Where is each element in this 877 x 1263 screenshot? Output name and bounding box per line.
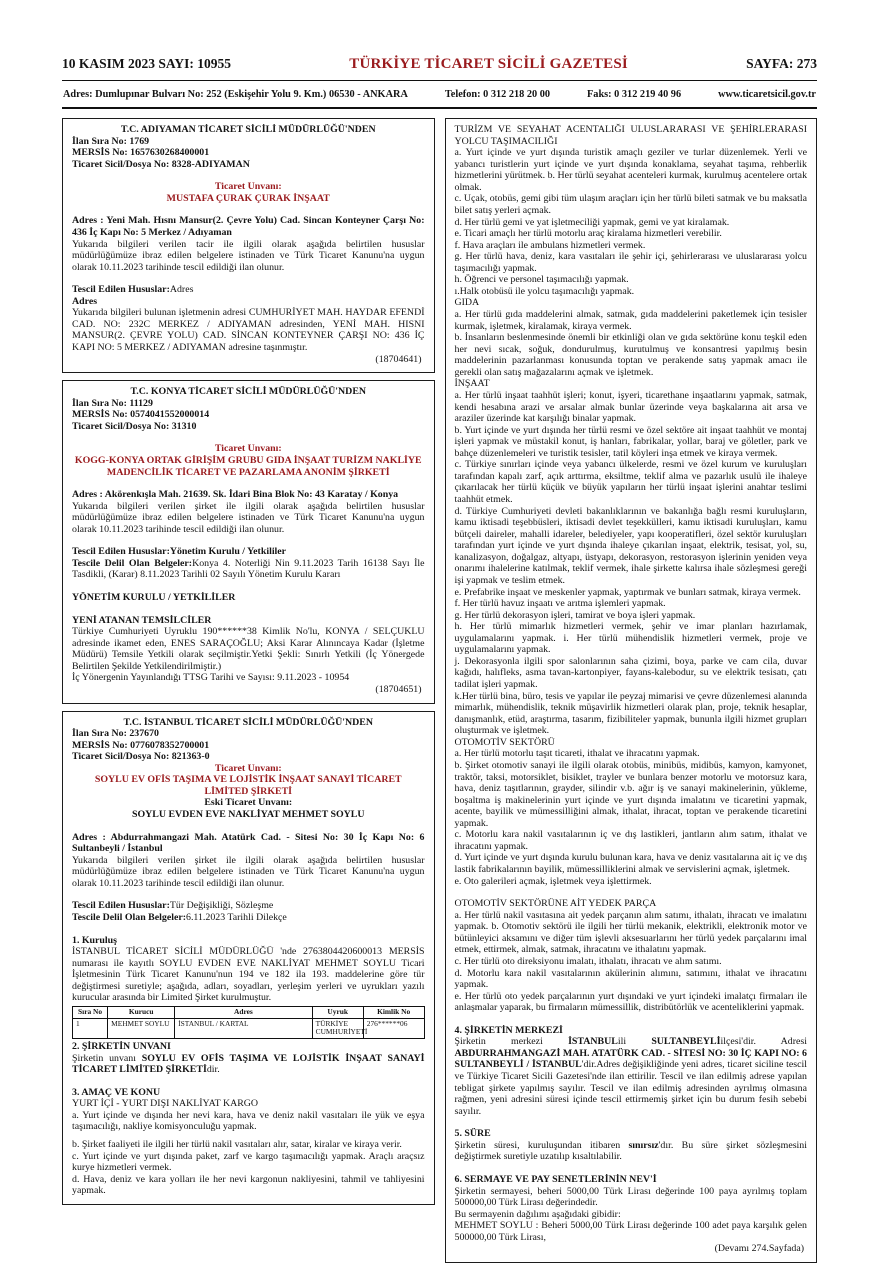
incorporation-paragraph: İSTANBUL TİCARET SİCİLİ MÜDÜRLÜĞÜ 'nde 2763804420600013 MERSİS numarası ile kayıtlı SOYLU EVDEN EVE NAKLİYAT MEHMET SOYLU Ticari İşletmesinin Türk Ticaret Kanunu'nun 194 ve 182 ila 193. maddelerine göre tür değiştirmesi suretiyle; aşağıda, adları, soyadları, yerleşim yerleri ve uyrukları yazılı kurucular arasında bir Limited Şirket kurulmuştur.	[72, 946, 425, 1004]
purpose-subheading: İNŞAAT	[454, 378, 490, 390]
article-heading: 1. Kuruluş	[72, 934, 118, 946]
paragraph: g. Her türlü dekorasyon işleri, tamirat ve boya işleri yapmak.	[454, 609, 696, 621]
article-heading: 3. AMAÇ VE KONU	[72, 1086, 161, 1098]
paragraph: a. Her türlü motorlu taşıt ticareti, ithalat ve ihracatını yapmak.	[454, 748, 700, 760]
table-cell: 276******06	[363, 1018, 424, 1038]
paragraph: c. Motorlu kara nakil vasıtalarının iç ve dış lastikleri, jantların alım satım, ithalat ve ihracatını yapmak.	[454, 829, 807, 852]
purpose-subheading: GIDA	[454, 297, 480, 309]
paragraph: a. Yurt içinde ve dışında her nevi kara, hava ve deniz nakil vasıtaları ile yük ve eşya taşımacılığı, nakliye komisyonculuğu yapmak.	[72, 1109, 425, 1133]
masthead-top-row	[62, 56, 817, 73]
table-row	[73, 1018, 425, 1038]
founders-table-header: Sıra No	[73, 1006, 108, 1018]
headquarters-paragraph: Şirketin merkezi İSTANBULili SULTANBEYLİilçesi'dir. Adresi ABDURRAHMANGAZİ MAH. ATATÜRK CAD. - SİTESİ NO: 30 İÇ KAPI NO: 6 SULTANBEYLİ / İSTANBUL'dir.Adres değişikliğinde yeni adres, ticaret siciline tescil ve Türkiye Ticaret Sicili Gazetesi'nde ilan ettirilir. Tescil ve ilan edilmiş adrese yapılan tebligat şirkete yapılmış sayılır. Tescil ve ilan edilmiş adresinden ayrılmış olmasına rağmen, yeni adresini süresi içinde tescil ettirmemiş şirket için bu durum fesih sebebi sayılır.	[454, 1036, 808, 1117]
paragraph: a. Her türlü nakil vasıtasına ait yedek parçanın alım satımı, ithalatı, ihracatı ve imalatını yapmak. b. Otomotiv sektörü ile ilgili her türlü mekanik, elektrikli, elektronik motor ve bütünleyici aksamını ve diğer tüm işlevli aksesuarlarını her türlü yedek parçalarını imal etmek, ettirmek, almak, satmak, ihracatını ve ithalatını yapmak.	[454, 909, 807, 956]
capital-paragraph: Şirketin sermayesi, beheri 5000,00 Türk Lirası değerinde 100 paya ayrılmış toplam 500000,00 Türk Lirası değerindedir.	[454, 1185, 807, 1209]
publisher-fax: Faks: 0 312 219 40 96	[587, 89, 682, 100]
paragraph: g. Her türlü hava, deniz, kara vasıtaları ile şehir içi, şehirlerarası ve uluslararası yolcu taşımacılığı yapmak.	[454, 251, 807, 274]
paragraph: c. Yurt içinde ve yurt dışında paket, zarf ve kargo taşımacılığı yapmak. Araçlı araçsız kurye hizmetleri vermek.	[72, 1150, 425, 1174]
notice-istanbul	[62, 711, 435, 1205]
paragraph: h. Öğrenci ve personel taşımacılığı yapmak.	[454, 274, 629, 286]
registration-statement: Yukarıda bilgileri verilen şirket ile ilgili olarak aşağıda belirtilen hususlar müdürlüğümüze ibraz edilen belgelere istinaden ve Türk Ticaret Kanunu'na uygun olarak 10.11.2023 tarihinde tescil edildiği ilan olunur.	[72, 854, 425, 889]
paragraph: b. Şirket faaliyeti ile ilgili her türlü nakil vasıtaları alır, satar, kiralar ve kiraya verir.	[72, 1139, 402, 1151]
paragraph: d. Yurt içinde ve yurt dışında kurulu bulunan kara, hava ve deniz vasıtalarına ait iç ve dış lastik fabrikalarının bayilik, mümessilliklerini almak ve servislerini açmak, işletmek.	[454, 852, 807, 875]
paragraph: b. İnsanların beslenmesinde önemli bir etkinliği olan ve gıda sektörüne konu teşkil eden her nevi sıcak, soğuk, dondurulmuş, kurutulmuş ve konsantresi yapılmış besin maddelerinin pazarlanması konusunda toptan ve perakende satış yapmak amacı ile gerekli olan satış mağazalarını açmak ve işletmek.	[454, 332, 807, 378]
paragraph: b. Yurt içinde ve yurt dışında her türlü resmi ve özel sektöre ait inşaat taahhüt ve montaj işleri yapmak ve müstakil konut, iş hanları, fabrikalar, yollar, baraj ve göletler, park ve bahçe düzenlemeleri ve turistik tesisler, tatil köyleri inşa etmek ve kiraya vermek.	[454, 424, 807, 459]
masthead	[62, 56, 817, 109]
paragraph: d. Türkiye Cumhuriyeti devleti bakanlıklarının ve bakanlığa bağlı resmi kuruluşların, kamu iktisadi teşebbüsleri, iktisadi devlet teşekkülleri, kamu iktisadi kuruluşları, kamu bütçeli daireler, mahalli idareler, belediyeler, yapı kooperatifleri, özel sektör kuruluşları tarafından yurt içinde ve yurt dışında ihaleye çıkarılan inşaat, elektrik, tesisat, yol, su, kanalizasyon, doğalgaz, altyapı, üstyapı, dekorasyon, restorasyon işlerinin yeniden veya onarımı ihalelerine katılmak, teklif vermek, ihale şirkette kalırsa ihale sözleşmesi gereği işi yapmak ve teslim etmek.	[454, 505, 807, 586]
page-number: SAYFA: 273	[746, 56, 817, 71]
representative-paragraph: Türkiye Cumhuriyeti Uyruklu 190******38 Kimlik No'lu, KONYA / SELÇUKLU adresinde ikamet eden, ENES SARAÇOĞLU; Aksi Karar Alınıncaya Kadar (İşletme Müdürü) Temsile Yetkili olarak seçilmiştir.Yetki Şekli: Sınırlı Yetkili (İç Yönergede Belirtilen Şekilde Yetkilendirilmiştir.)	[72, 626, 425, 672]
sicil-dosya-no: Ticaret Sicil/Dosya No: 8328-ADIYAMAN	[72, 158, 250, 170]
ilan-sira-no: İlan Sıra No: 237670	[72, 728, 159, 740]
publisher-address: Adres: Dumlupınar Bulvarı No: 252 (Eskişehir Yolu 9. Km.) 06530 - ANKARA	[63, 89, 408, 100]
company-name: SOYLU EV OFİS TAŞIMA VE LOJİSTİK İNŞAAT SANAYİ TİCARET LİMİTED ŞİRKETİ	[94, 774, 402, 797]
article-heading: 6. SERMAYE VE PAY SENETLERİNİN NEV'İ	[454, 1173, 657, 1185]
paragraph: d. Motorlu kara nakil vasıtalarının akülerinin alımını, satımını, ithalat ve ihracatını yapmak.	[454, 967, 807, 991]
old-company-name: SOYLU EVDEN EVE NAKLİYAT MEHMET SOYLU	[131, 809, 365, 820]
registration-statement: Yukarıda bilgileri verilen tacir ile ilgili olarak aşağıda belirtilen hususlar müdürlüğümüze ibraz edilen belgelere istinaden ve Türk Ticaret Kanunu'na uygun olarak 10.11.2023 tarihinde tescil edildiği ilan olunur.	[72, 238, 425, 273]
paragraph: e. Prefabrike inşaat ve meskenler yapmak, yaptırmak ve bunları satmak, kiraya vermek.	[454, 586, 801, 598]
paragraph: e. Ticari amaçlı her türlü motorlu araç kiralama hizmetleri verebilir.	[454, 228, 722, 240]
paragraph: j. Dekorasyonla ilgili spor salonlarının saha çizimi, boya, parke ve cam cila, duvar kağıdı, halıfleks, asma tavan-kartonpiyer, fayans-kalebodur, su ve elektrik tesisatı, çatı tadilat işleri yapmak.	[454, 655, 807, 690]
paragraph: Bu sermayenin dağılımı aşağıdaki gibidir:	[454, 1208, 621, 1220]
masthead-rule-bottom	[62, 107, 817, 109]
article-heading: 2. ŞİRKETİN UNVANI	[72, 1041, 171, 1053]
masthead-contact-row	[62, 81, 817, 107]
ticaret-unvani-label: Ticaret Unvanı:	[214, 181, 282, 193]
continuation-note: (Devamı 274.Sayfada)	[714, 1243, 804, 1255]
founders-table-header: Uyruk	[312, 1006, 363, 1018]
paragraph: c. Her türlü oto direksiyonu imalatı, ithalatı, ihracatı ve alım satımı.	[454, 955, 722, 967]
tescil-edilen-hususlar: Tescil Edilen Hususlar:Adres	[72, 284, 194, 296]
paragraph: c. Türkiye sınırları içinde veya yabancı ülkelerde, resmi ve özel kurum ve kuruluşları tarafından kapalı zarf, açık arttırma, eksiltme, teklif alma ve pazarlık usulü ile ihaleye çıkarılacak her türlü küçük ve büyük yapıların her türlü inşaat işlerini anahtar teslimi taahhüt etmek.	[454, 459, 807, 505]
paragraph: d. Her türlü gemi ve yat işletmeciliği yapmak, gemi ve yat kiralamak.	[454, 216, 730, 228]
paragraph: c. Uçak, otobüs, gemi gibi tüm ulaşım araçları için her türlü bileti satmak ve bu maksatla bilet satış yerleri açmak.	[454, 193, 807, 216]
tescile-delil-belgeler: Tescile Delil Olan Belgeler:Konya 4. Noterliği Nin 9.11.2023 Tarih 16138 Sayı İle Tasdikli, (Karar) 8.11.2023 Tarihli 02 Sayılı Yönetim Kurulu Kararı	[72, 557, 425, 581]
paragraph: f. Her türlü havuz inşaatı ve arıtma işlemleri yapmak.	[454, 598, 666, 610]
section-heading: YÖNETİM KURULU / YETKİLİLER	[72, 592, 236, 603]
paragraph: a. Her türlü inşaat taahhüt işleri; konut, işyeri, ticarethane inşaatlarını yapmak, satmak, kendi hesabına arazi ve arsalar almak bunlar üzerinde veya başkalarına ait arsa ve araziler üzerinde kat karşılığı binalar yapmak.	[454, 389, 807, 425]
notice-adiyaman	[62, 118, 435, 373]
two-column-body	[62, 118, 817, 1263]
paragraph: e. Her türlü oto yedek parçalarının yurt dışındaki ve yurt içindeki imalatçı firmaları ile anlaşmalar yaparak, bu firmaların mümessillik, distribütörlük ve acenteliklerini yapmak.	[454, 990, 807, 1014]
tescile-delil-belgeler: Tescile Delil Olan Belgeler:6.11.2023 Tarihli Dilekçe	[72, 911, 287, 923]
publisher-phone: Telefon: 0 312 218 20 00	[444, 89, 551, 100]
registry-office-heading: T.C. İSTANBUL TİCARET SİCİLİ MÜDÜRLÜĞÜ'NDEN	[123, 716, 373, 728]
sicil-dosya-no: Ticaret Sicil/Dosya No: 821363-0	[72, 751, 210, 763]
section-heading: Adres	[72, 295, 98, 307]
section-heading: YENİ ATANAN TEMSİLCİLER	[72, 614, 212, 626]
paragraph: k.Her türlü bina, büro, tesis ve yapılar ile peyzaj mimarisi ve çevre düzenlemesi alanında mimarlık, mühendislik, teknik müşavirlik hizmetleri olarak plan, proje, teknik hesaplar, danışmanlık, etüd, araştırma, tasarım, fizibiliteler yapmak, bununla ilgili hizmet grupları oluşturmak ve işletmek.	[454, 690, 807, 737]
notice-konya	[62, 380, 435, 703]
table-cell: İSTANBUL / KARTAL	[175, 1018, 312, 1038]
duration-paragraph: Şirketin süresi, kuruluşundan itibaren sınırsız'dır. Bu süre şirket sözleşmesini değiştirmek suretiyle uzatılıp kısaltılabilir.	[454, 1139, 807, 1163]
tescil-edilen-hususlar: Tescil Edilen Hususlar:Tür Değişikliği, Sözleşme	[72, 900, 274, 912]
company-address: Adres : Akörenkışla Mah. 21639. Sk. İdari Bina Blok No: 43 Karatay / Konya	[72, 489, 399, 501]
purpose-subheading: OTOMOTİV SEKTÖRÜNE AİT YEDEK PARÇA	[454, 898, 657, 910]
ilan-sira-no: İlan Sıra No: 1769	[72, 135, 150, 147]
article-heading: 4. ŞİRKETİN MERKEZİ	[454, 1024, 563, 1036]
paragraph: a. Yurt içinde ve yurt dışında turistik amaçlı geziler ve turlar düzenlemek. Yerli ve yabancı turistlerin yurt içinde ve yurt dışında konaklama, seyahat taşıma, rehberlik hizmetlerini yürütmek. b. Her türlü seyahat acenteleri kurmak, kurulmuş acentelere ortak olmak.	[454, 147, 807, 193]
founders-table-header: Kurucu	[108, 1006, 175, 1018]
mersis-no: MERSİS No: 0574041552000014	[72, 409, 210, 421]
company-name: MUSTAFA ÇURAK ÇURAK İNŞAAT	[166, 192, 330, 204]
paragraph: ı.Halk otobüsü ile yolcu taşımacılığı yapmak.	[454, 285, 635, 297]
founders-table-header: Kimlik No	[363, 1006, 424, 1018]
paragraph: h. Her türlü mimarlık hizmetleri vermek, şehir ve imar planları hazırlamak, uygulamalarını yapmak. i. Her türlü mühendislik hizmetleri vermek, proje ve uygulamalarını yapmak.	[454, 621, 807, 656]
tescil-edilen-hususlar: Tescil Edilen Hususlar:Yönetim Kurulu / Yetkililer	[72, 546, 287, 558]
purpose-subheading: TURİZM VE SEYAHAT ACENTALIĞI ULUSLARARASI VE ŞEHİRLERARASI YOLCU TAŞIMACILIĞI	[454, 124, 807, 147]
paragraph: d. Hava, deniz ve kara yolları ile her nevi kargonun nakliyesini, tahmil ve tahliyesini yapmak.	[72, 1173, 425, 1197]
publisher-website: www.ticaretsicil.gov.tr	[718, 89, 816, 100]
paragraph: f. Hava araçları ile ambulans hizmetleri vermek.	[454, 239, 646, 251]
left-column	[62, 118, 435, 1205]
company-title-paragraph: Şirketin unvanı SOYLU EV OFİS TAŞIMA VE LOJİSTİK İNŞAAT SANAYİ TİCARET LİMİTED ŞİRKETİdir.	[72, 1052, 425, 1076]
ilan-sira-no: İlan Sıra No: 11129	[72, 397, 153, 409]
sicil-dosya-no: Ticaret Sicil/Dosya No: 31310	[72, 420, 197, 432]
mersis-no: MERSİS No: 0776078352700001	[72, 739, 210, 751]
founders-table-header: Adres	[175, 1006, 312, 1018]
notice-istanbul-continued	[445, 118, 818, 1263]
registry-office-heading: T.C. KONYA TİCARET SİCİLİ MÜDÜRLÜĞÜ'NDEN	[130, 386, 367, 398]
founders-table	[72, 1006, 425, 1039]
announcement-ref: (18704641)	[375, 353, 422, 365]
registration-statement: Yukarıda bilgileri verilen şirket ile ilgili olarak aşağıda belirtilen hususlar müdürlüğümüze ibraz edilen belgelere istinaden ve Türk Ticaret Kanunu'na uygun olarak 10.11.2023 tarihinde tescil edildiği ilan olunur.	[72, 500, 425, 535]
article-heading: 5. SÜRE	[454, 1128, 491, 1140]
paragraph: b. Şirket otomotiv sanayi ile ilgili olarak otobüs, minibüs, midibüs, kamyon, kamyonet, traktör, taksi, motorsiklet, bisiklet, trayler ve bunlara benzer motorlu ve motorsuz kara, hava, deniz taşıtlarının, grayder, silindir v.b. ağır iş ve sanayi makinelerinin, yükleme, boşaltma iş makinelerinin yurt içinde ve yurt dışında imalatını ve ticaretini yapmak, acente, bayilik ve mümessilliğini almak, ithalat, ihracat, toptan ve perakende ticaretini yapmak.	[454, 759, 807, 829]
address-change-paragraph: Yukarıda bilgileri bulunan işletmenin adresi CUMHURİYET MAH. HAYDAR EFENDİ CAD. NO: 232C MERKEZ / ADIYAMAN adresinden, YENİ MAH. HISNI MANSUR(2. ÇEVRE YOLU) CAD. SİNCAN KONTEYNER ÇARŞI NO: 436 İÇ KAPI NO: 5 MERKEZ / ADIYAMAN adresine taşınmıştır.	[72, 307, 425, 353]
table-cell: TÜRKİYE CUMHURİYETİ	[312, 1018, 363, 1038]
ticaret-unvani-label: Ticaret Unvanı:	[214, 762, 282, 774]
purpose-subheading: OTOMOTİV SEKTÖRÜ	[454, 736, 555, 748]
table-cell: MEHMET SOYLU	[108, 1018, 175, 1038]
registry-office-heading: T.C. ADIYAMAN TİCARET SİCİLİ MÜDÜRLÜĞÜ'NDEN	[120, 124, 376, 135]
purpose-subheading: YURT İÇİ - YURT DIŞI NAKLİYAT KARGO	[72, 1098, 259, 1110]
paragraph: e. Oto galerileri açmak, işletmek veya işlettirmek.	[454, 875, 652, 887]
ticaret-unvani-label: Ticaret Unvanı:	[214, 443, 282, 455]
mersis-no: MERSİS No: 1657630268400001	[72, 147, 210, 159]
issue-date-number: 10 KASIM 2023 SAYI: 10955	[62, 56, 232, 71]
paragraph: a. Her türlü gıda maddelerini almak, satmak, gıda maddelerini paketlemek için tesisler kurmak, işletmek, kiralamak, kiraya vermek.	[454, 309, 807, 332]
company-name: KOGG-KONYA ORTAK GİRİŞİM GRUBU GIDA İNŞAAT TURİZM NAKLİYE MADENCİLİK TİCARET VE PAZARLAMA ANONİM ŞİRKETİ	[74, 454, 422, 478]
ttsg-reference: İç Yönergenin Yayınlandığı TTSG Tarihi ve Sayısı: 9.11.2023 - 10954	[72, 672, 350, 684]
company-address: Adres : Yeni Mah. Hısnı Mansur(2. Çevre Yolu) Cad. Sincan Konteyner Çarşı No: 436 İç Kapı No: 5 Merkez / Adıyaman	[72, 215, 425, 238]
announcement-ref: (18704651)	[375, 683, 422, 695]
right-column	[445, 118, 818, 1263]
old-name-label: Eski Ticaret Unvanı:	[204, 797, 293, 809]
company-address: Adres : Abdurrahmangazi Mah. Atatürk Cad. - Sitesi No: 30 İç Kapı No: 6 Sultanbeyli / İstanbul	[72, 831, 425, 855]
table-cell: 1	[73, 1018, 108, 1038]
gazette-title: TÜRKİYE TİCARET SİCİLİ GAZETESİ	[349, 56, 628, 72]
shareholder-paragraph: MEHMET SOYLU : Beheri 5000,00 Türk Lirası değerinde 100 adet paya karşılık gelen 500000,00 Türk Lirası,	[454, 1220, 807, 1243]
